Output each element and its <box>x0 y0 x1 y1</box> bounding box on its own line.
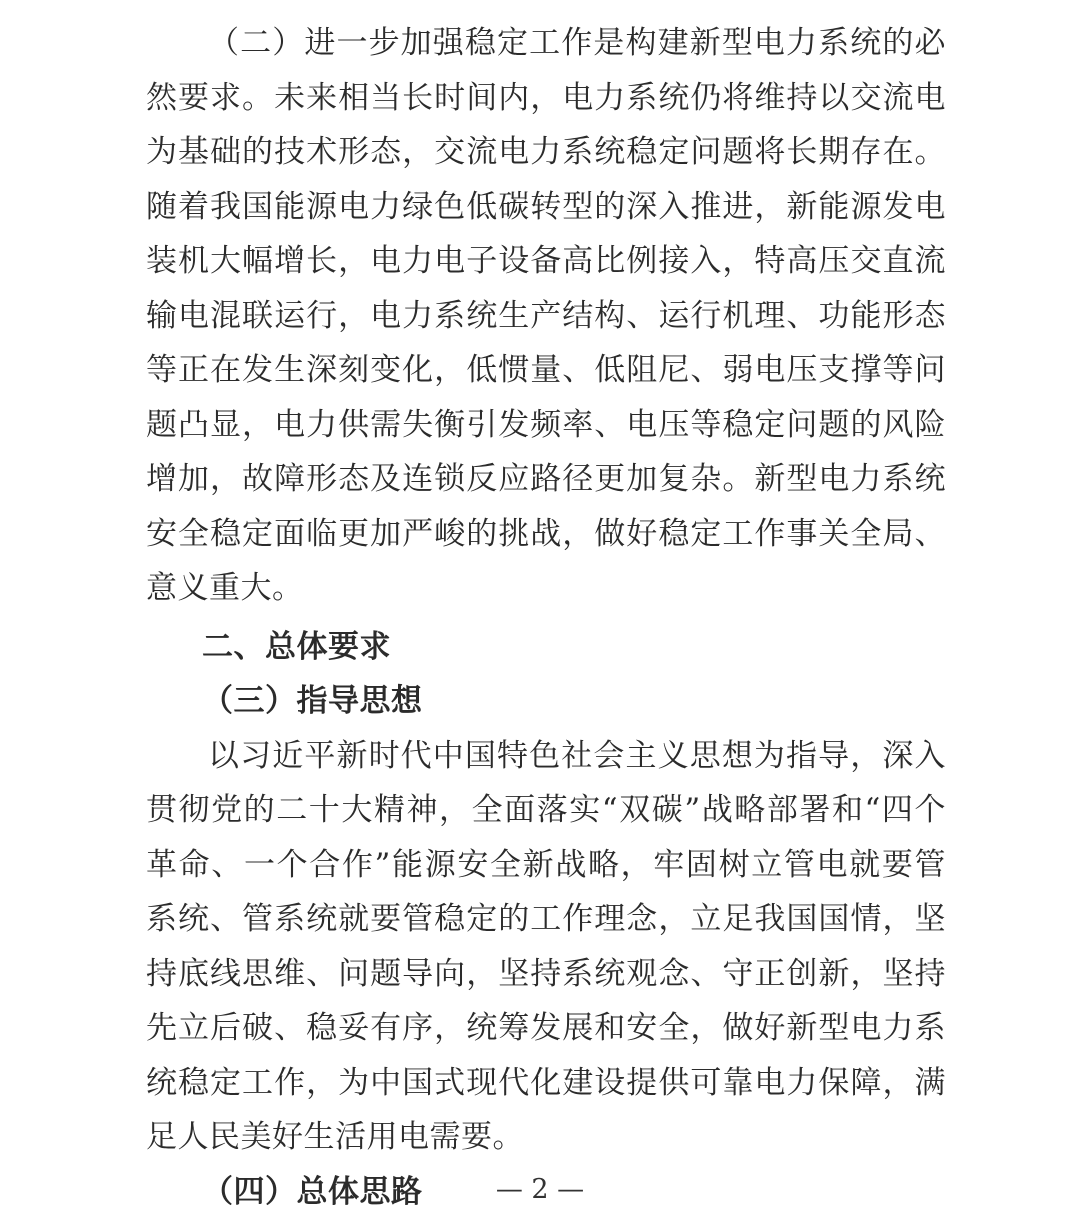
section-heading-overall-requirements: 二、总体要求 <box>202 628 391 665</box>
document-body <box>146 16 946 1219</box>
subheading-overall-approach: （四）总体思路 <box>202 1173 423 1210</box>
paragraph-stability-requirement: （二）进一步加强稳定工作是构建新型电力系统的必然要求。未来相当长时间内，电力系统仍将维持以交流电为基础的技术形态，交流电力系统稳定问题将长期存在。随着我国能源电力绿色低碳转型的深入推进，新能源发电装机大幅增长，电力电子设备高比例接入，特高压交直流输电混联运行，电力系统生产结构、运行机理、功能形态等正在发生深刻变化，低惯量、低阻尼、弱电压支撑等问题凸显，电力供需失衡引发频率、电压等稳定问题的风险增加，故障形态及连锁反应路径更加复杂。新型电力系统安全稳定面临更加严峻的挑战，做好稳定工作事关全局、意义重大。 <box>146 25 946 606</box>
subheading-guiding-ideology: （三）指导思想 <box>202 683 423 719</box>
page-number: — 2 — <box>495 1174 585 1205</box>
paragraph-guiding-ideology: 以习近平新时代中国特色社会主义思想为指导，深入贯彻党的二十大精神，全面落实“双碳”战略部署和“四个革命、一个合作”能源安全新战略，牢固树立管电就要管系统、管系统就要管稳定的工作理念，立足我国国情，坚持底线思维、问题导向，坚持系统观念、守正创新，坚持先立后破、稳妥有序，统筹发展和安全，做好新型电力系统稳定工作，为中国式现代化建设提供可靠电力保障，满足人民美好生活用电需要。 <box>146 737 946 1155</box>
